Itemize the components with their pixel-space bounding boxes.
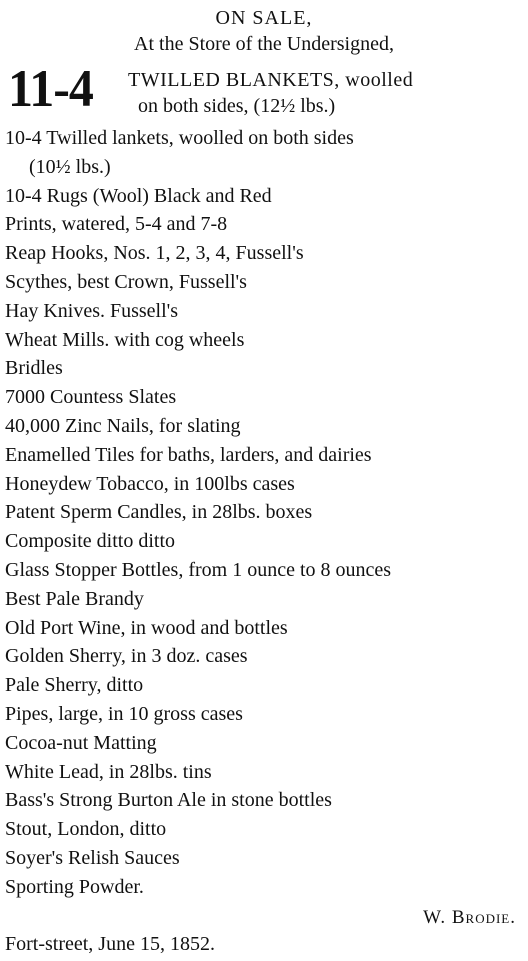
list-item: Scythes, best Crown, Fussell's: [5, 270, 247, 293]
heading-store: At the Store of the Undersigned,: [134, 33, 394, 55]
dateline: Fort-street, June 15, 1852.: [5, 933, 215, 955]
list-item: Best Pale Brandy: [5, 587, 144, 610]
list-item: Sporting Powder.: [5, 875, 144, 898]
list-item: Pipes, large, in 10 gross cases: [5, 702, 243, 725]
list-item: Honeydew Tobacco, in 100lbs cases: [5, 472, 295, 495]
list-item: Old Port Wine, in wood and bottles: [5, 616, 288, 639]
list-item: Glass Stopper Bottles, from 1 ounce to 8 ounces: [5, 558, 392, 581]
list-item: 40,000 Zinc Nails, for slating: [5, 414, 241, 437]
list-item: Stout, London, ditto: [5, 818, 167, 841]
lead-item-size: 11-4: [8, 58, 93, 118]
list-item: Wheat Mills. with cog wheels: [5, 328, 245, 351]
list-item: Cocoa-nut Matting: [5, 731, 157, 754]
list-item: Prints, watered, 5-4 and 7-8: [5, 213, 228, 236]
list-item: Enamelled Tiles for baths, larders, and dairies: [5, 443, 372, 466]
signature: W. Brodie.: [423, 907, 516, 928]
list-item: Soyer's Relish Sauces: [5, 846, 180, 869]
list-item: Patent Sperm Candles, in 28lbs. boxes: [5, 501, 313, 524]
list-item: Bridles: [5, 357, 63, 380]
list-item: Golden Sherry, in 3 doz. cases: [5, 645, 248, 668]
lead-item-line-1: TWILLED BLANKETS, woolled: [128, 69, 414, 91]
list-item-continuation: (10½ lbs.): [29, 155, 111, 178]
list-item: 7000 Countess Slates: [5, 386, 177, 409]
list-item: Hay Knives. Fussell's: [5, 299, 179, 322]
list-item: Reap Hooks, Nos. 1, 2, 3, 4, Fussell's: [5, 242, 304, 265]
list-item: 10-4 Twilled lankets, woolled on both sides: [5, 127, 354, 149]
list-item: 10-4 Rugs (Wool) Black and Red: [5, 184, 272, 207]
item-list: [5, 124, 525, 902]
heading-on-sale: ON SALE,: [215, 7, 313, 29]
list-item: Composite ditto ditto: [5, 530, 176, 553]
lead-item-line-2: on both sides, (12½ lbs.): [138, 95, 336, 117]
list-item: Pale Sherry, ditto: [5, 674, 144, 697]
list-item: Bass's Strong Burton Ale in stone bottles: [5, 789, 332, 812]
list-item: White Lead, in 28lbs. tins: [5, 760, 212, 783]
